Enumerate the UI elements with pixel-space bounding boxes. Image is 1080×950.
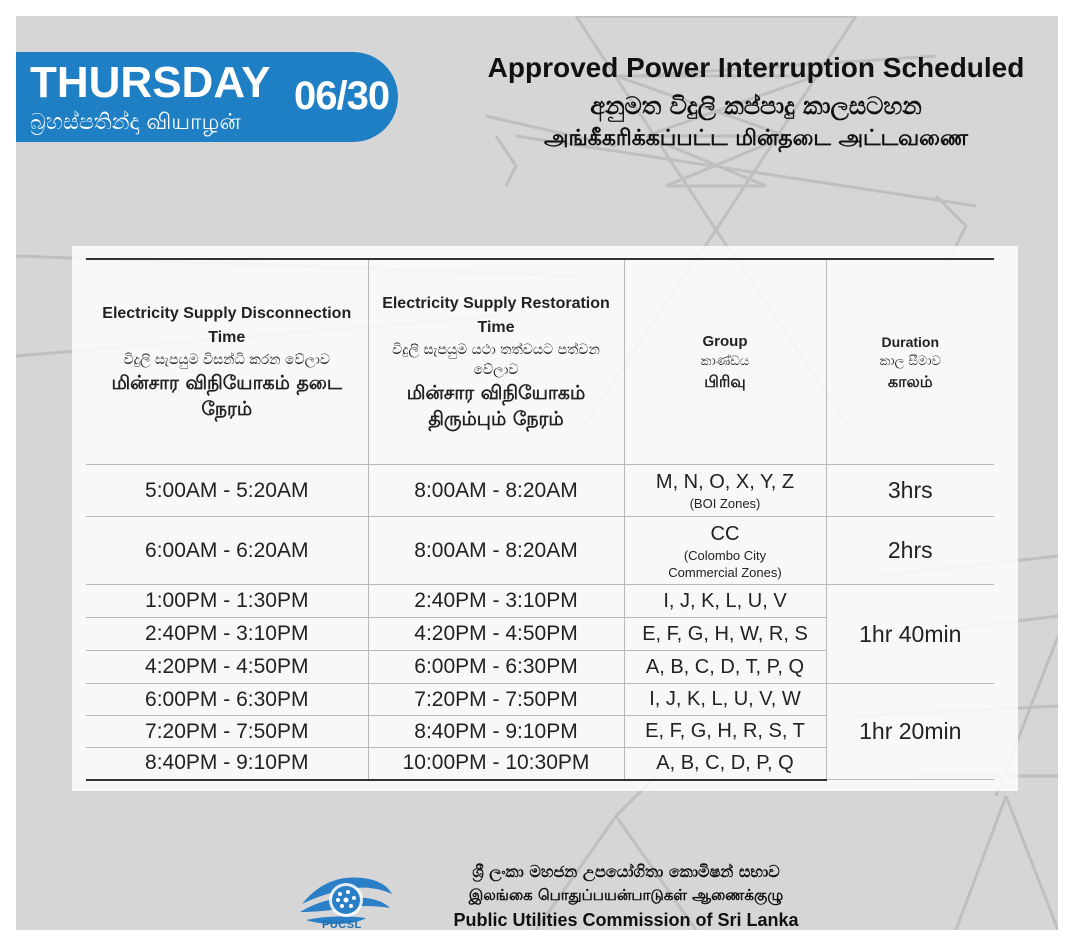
day-local <box>30 110 241 138</box>
group-cell: E, F, G, H, R, S, T <box>624 716 826 748</box>
duration-cell: 3hrs <box>826 465 994 517</box>
header-duration-en: Duration <box>881 334 940 350</box>
header-group-ta: பிரிவு <box>704 372 746 391</box>
group-cell: A, B, C, D, T, P, Q <box>624 651 826 684</box>
group-letters: M, N, O, X, Y, Z <box>655 471 795 493</box>
org-tamil: இலங்கை பொதுப்பயன்பாடுகள் ஆணைக்குழு <box>468 886 784 904</box>
disconnect-time: 6:00AM - 6:20AM <box>86 517 368 585</box>
header-group <box>624 259 826 465</box>
org-english: Public Utilities Commission of Sri Lanka <box>453 910 799 930</box>
disconnect-time: 5:00AM - 5:20AM <box>86 465 368 517</box>
group-cell: I, J, K, L, U, V, W <box>624 684 826 716</box>
table-header-row <box>86 259 994 465</box>
day-date-badge <box>16 52 398 142</box>
table-row <box>86 465 994 517</box>
restore-time: 8:00AM - 8:20AM <box>368 465 624 517</box>
duration-cell: 1hr 20min <box>826 684 994 780</box>
header-restoration-si: විදුලි සැපයුම යථා තත්වයට පත්වන වේලාව <box>392 342 600 378</box>
footer-organization <box>416 862 836 930</box>
restore-time: 10:00PM - 10:30PM <box>368 748 624 780</box>
table-row <box>86 585 994 618</box>
day-sinhala: බ්‍රහස්පතින්දා <box>30 110 140 135</box>
disconnect-time: 2:40PM - 3:10PM <box>86 618 368 651</box>
header-disconnection-time <box>86 259 368 465</box>
restore-time: 2:40PM - 3:10PM <box>368 585 624 618</box>
group-cell: A, B, C, D, P, Q <box>624 748 826 780</box>
table-row <box>86 517 994 585</box>
header-duration-si: කාල සීමාව <box>879 354 941 369</box>
header-group-si: කාණ්ඩය <box>700 354 750 369</box>
group-cell <box>624 517 826 585</box>
disconnect-time: 8:40PM - 9:10PM <box>86 748 368 780</box>
header-restoration-time <box>368 259 624 465</box>
group-cell: I, J, K, L, U, V <box>624 585 826 618</box>
header-group-en: Group <box>702 333 748 350</box>
group-letters: CC <box>710 522 740 545</box>
group-cell: E, F, G, H, W, R, S <box>624 618 826 651</box>
restore-time: 8:40PM - 9:10PM <box>368 716 624 748</box>
restore-time: 7:20PM - 7:50PM <box>368 684 624 716</box>
restore-time: 4:20PM - 4:50PM <box>368 618 624 651</box>
day-tamil: வியாழன் <box>146 110 241 135</box>
disconnect-time: 7:20PM - 7:50PM <box>86 716 368 748</box>
group-cell <box>624 465 826 517</box>
header-duration-ta: காலம் <box>887 372 933 391</box>
title-english: Approved Power Interruption Scheduled <box>487 52 1025 83</box>
header-restoration-en: Electricity Supply Restoration Time <box>382 295 610 336</box>
title-sinhala: අනුමත විදුලි කප්පාදු කාලසටහන <box>590 92 922 120</box>
header-disconnection-si: විදුලි සැපයුම විසන්ධි කරන වේලාව <box>123 352 330 368</box>
duration-cell: 1hr 40min <box>826 585 994 684</box>
header-duration <box>826 259 994 465</box>
group-note: (BOI Zones) <box>689 496 761 511</box>
schedule-card <box>16 16 1058 930</box>
disconnect-time: 4:20PM - 4:50PM <box>86 651 368 684</box>
restore-time: 6:00PM - 6:30PM <box>368 651 624 684</box>
title-tamil: அங்கீகரிக்கப்பட்ட மின்தடை அட்டவணை <box>544 126 968 151</box>
org-sinhala: ශ්‍රී ලංකා මහජන උපයෝගිතා කොමිෂන් සභාව <box>472 862 780 881</box>
disconnect-time: 6:00PM - 6:30PM <box>86 684 368 716</box>
day-english: THURSDAY <box>30 58 271 107</box>
logo-label: PUCSL <box>322 919 362 930</box>
interruption-schedule-table <box>86 258 994 781</box>
duration-cell: 2hrs <box>826 517 994 585</box>
schedule-date: 06/30 <box>294 74 390 118</box>
restore-time: 8:00AM - 8:20AM <box>368 517 624 585</box>
header-restoration-ta: மின்சார விநியோகம் திரும்பும் நேரம் <box>406 382 586 430</box>
disconnect-time: 1:00PM - 1:30PM <box>86 585 368 618</box>
group-note: (Colombo City Commercial Zones) <box>668 547 782 580</box>
title-block <box>456 52 1056 154</box>
header-disconnection-ta: மின்சார விநியோகம் தடை நேரம் <box>111 372 343 420</box>
header-disconnection-en: Electricity Supply Disconnection Time <box>102 305 352 346</box>
table-row <box>86 684 994 716</box>
